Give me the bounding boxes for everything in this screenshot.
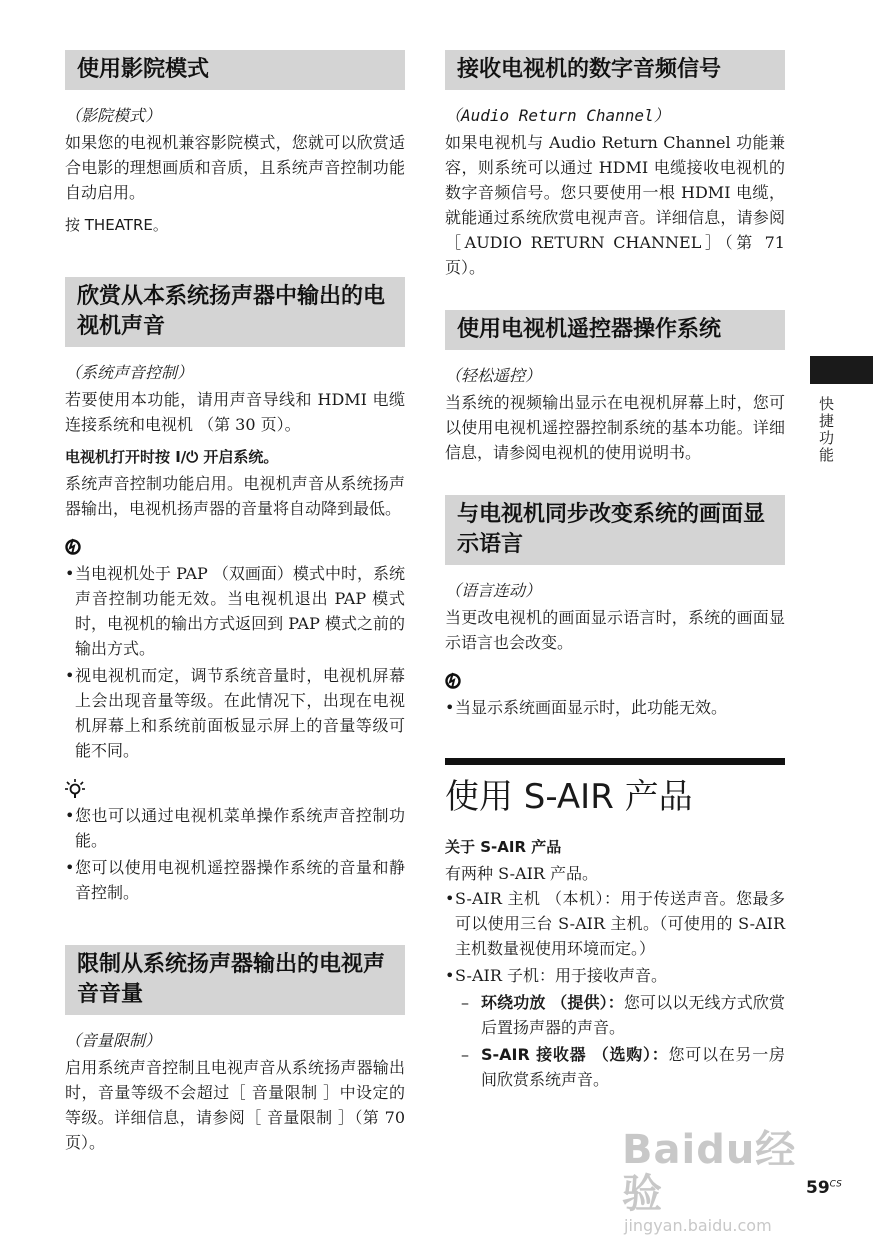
section-subtitle-theatre: （影院模式）	[65, 106, 162, 125]
s-air-bullet: • S-AIR 主机 （本机）：用于传送声音。您最多可以使用三台 S-AIR 主机。（可使用的 S-AIR 主机数量视使用环境而定。）	[445, 886, 785, 961]
right-column	[445, 50, 785, 1094]
chapter-rule	[445, 758, 785, 765]
s-air-heading: 关于 S-AIR 产品	[445, 838, 562, 856]
caution-icon	[65, 537, 81, 555]
section-subtitle-system-audio: （系统声音控制）	[65, 363, 194, 382]
note-bullet: • 当电视机处于 PAP （双画面）模式中时，系统声音控制功能无效。当电视机退出 PAP 模式时，电视机的输出方式返回到 PAP 模式之前的输出方式。	[65, 561, 405, 661]
dash-item-text: 您可以在另一房间欣赏系统声音。	[481, 1045, 785, 1089]
section-body-arc: 如果电视机与 Audio Return Channel 功能兼容，则系统可以通过 HDMI 电缆接收电视机的数字音频信号。您只要使用一根 HDMI 电缆，就能通过系统欣赏电视声音。详细信息，请参阅［AUDIO RETURN CHANNEL］（第 71 页）。	[445, 133, 785, 277]
chapter-side-tab	[810, 356, 873, 384]
section-subtitle-arc: （Audio Return Channel）	[445, 106, 670, 125]
watermark-url: jingyan.baidu.com	[624, 1216, 772, 1235]
section-subtitle-volume-limit: （音量限制）	[65, 1031, 162, 1050]
theatre-instruction: 按 THEATRE。	[65, 216, 168, 234]
left-column	[65, 50, 405, 1155]
tip-lightbulb-icon	[65, 779, 85, 799]
baidu-watermark	[622, 1127, 812, 1235]
section-body2-system-audio: 系统声音控制功能启用。电视机声音从系统扬声器输出，电视机扬声器的音量将自动降到最低。	[65, 474, 405, 518]
s-air-bullet: • S-AIR 子机：用于接收声音。	[445, 963, 785, 988]
page-number	[806, 1178, 842, 1198]
section-body-language: 当更改电视机的画面显示语言时，系统的画面显示语言也会改变。	[445, 608, 785, 652]
page-number-suffix: CS	[829, 1179, 842, 1190]
section-title-volume-limit: 限制从系统扬声器输出的电视声音音量	[65, 945, 405, 1015]
s-air-dash-item	[445, 1042, 785, 1092]
dash-item-label: S-AIR 接收器 （选购）：	[481, 1045, 669, 1064]
note-bullet: • 视电视机而定，调节系统音量时，电视机屏幕上会出现音量等级。在此情况下，出现在电视机屏幕上和系统前面板显示屏上的音量等级可能不同。	[65, 663, 405, 763]
section-subtitle-language: （语言连动）	[445, 581, 542, 600]
dash-item-label: 环绕功放 （提供）：	[481, 993, 624, 1012]
chapter-title: 使用 S-AIR 产品	[445, 777, 693, 817]
section-title-theatre: 使用影院模式	[65, 50, 405, 90]
section-title-arc: 接收电视机的数字音频信号	[445, 50, 785, 90]
s-air-dash-item	[445, 990, 785, 1040]
power-instruction: 电视机打开时按 I/⏻ 开启系统。	[65, 448, 279, 466]
section-subtitle-remote: （轻松遥控）	[445, 366, 542, 385]
section-body-theatre: 如果您的电视机兼容影院模式，您就可以欣赏适合电影的理想画质和音质，且系统声音控制功能自动启用。	[65, 133, 405, 202]
tip-bullet: • 您可以使用电视机遥控器操作系统的音量和静音控制。	[65, 855, 405, 905]
s-air-intro: 有两种 S-AIR 产品。	[445, 864, 599, 883]
watermark-main: Baidu经验	[622, 1127, 797, 1217]
note-icon	[65, 537, 405, 559]
note-icon-line	[445, 671, 785, 693]
section-body-system-audio: 若要使用本功能，请用声音导线和 HDMI 电缆连接系统和电视机 （第 30 页）。	[65, 390, 405, 434]
section-body-remote: 当系统的视频输出显示在电视机屏幕上时，您可以使用电视机遥控器控制系统的基本功能。详细信息，请参阅电视机的使用说明书。	[445, 393, 785, 462]
caution-icon	[445, 671, 461, 689]
section-title-system-audio: 欣赏从本系统扬声器中输出的电视机声音	[65, 277, 405, 347]
section-body-volume-limit: 启用系统声音控制且电视声音从系统扬声器输出时，音量等级不会超过［ 音量限制 ］中设定的等级。详细信息，请参阅［ 音量限制 ］（第 70 页）。	[65, 1058, 405, 1152]
section-title-remote: 使用电视机遥控器操作系统	[445, 310, 785, 350]
page-number-value: 59	[806, 1178, 830, 1198]
section-title-language: 与电视机同步改变系统的画面显示语言	[445, 495, 785, 565]
note-bullet: • 当显示系统画面显示时，此功能无效。	[445, 695, 785, 720]
tip-bullet: • 您也可以通过电视机菜单操作系统声音控制功能。	[65, 803, 405, 853]
dash-item-text: 您可以以无线方式欣赏后置扬声器的声音。	[481, 993, 785, 1037]
tip-icon-line	[65, 779, 405, 801]
chapter-side-label: 快捷功能	[817, 396, 835, 464]
